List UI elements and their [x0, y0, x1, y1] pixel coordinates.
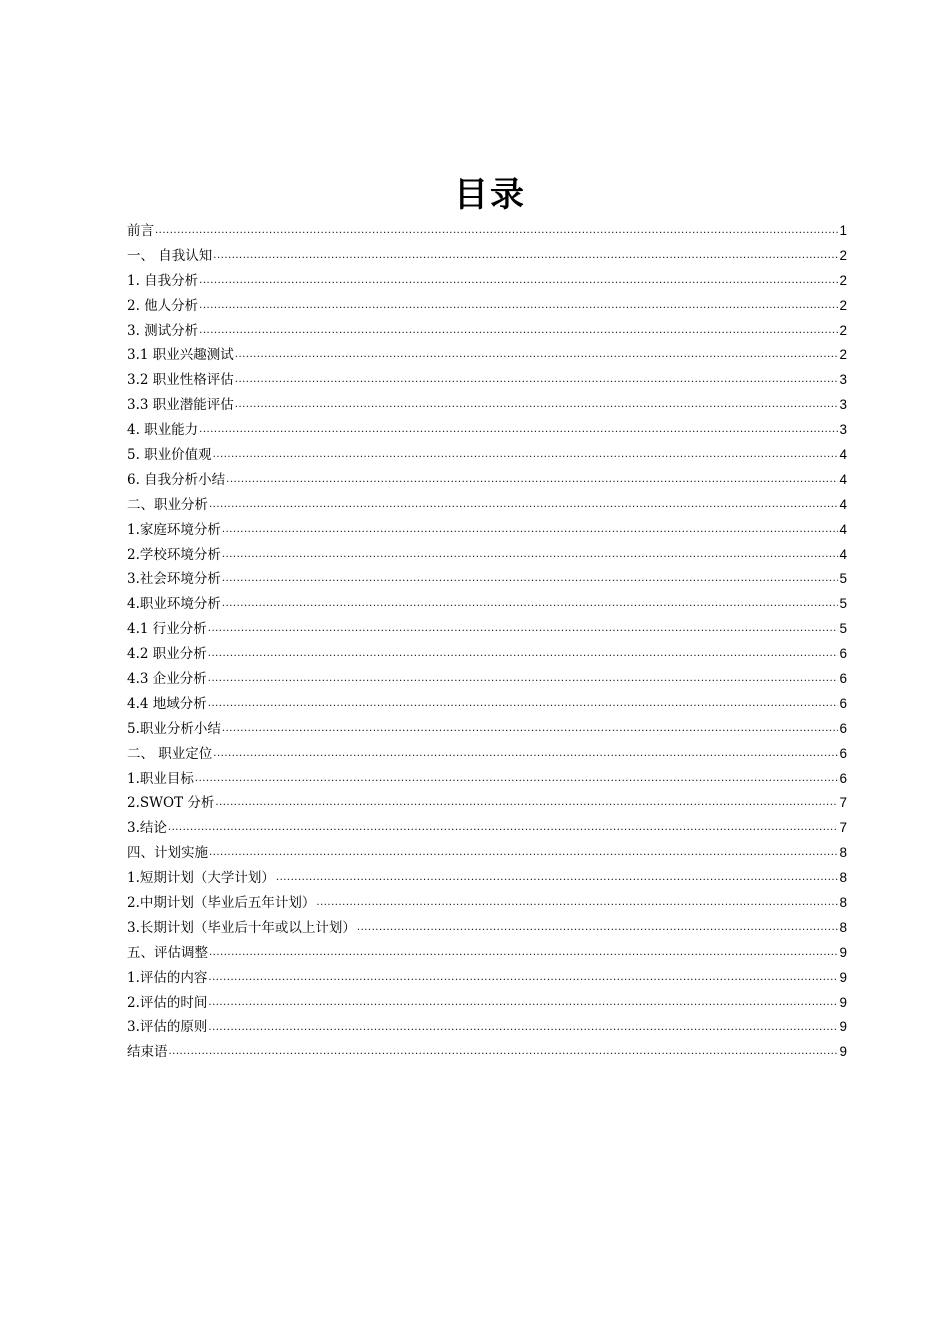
- toc-entry-page-number: 4: [839, 546, 847, 562]
- toc-dot-leader: [208, 667, 839, 692]
- toc-entry-label: 3.3 职业潜能评估: [127, 397, 234, 414]
- toc-entry[interactable]: [127, 294, 847, 319]
- toc-entry-label: 4.1 行业分析: [127, 621, 207, 638]
- toc-entry-label: 3.1 职业兴趣测试: [127, 347, 234, 364]
- toc-dot-leader: [215, 791, 838, 816]
- toc-dot-leader: [222, 592, 839, 617]
- toc-entry[interactable]: [127, 816, 847, 841]
- toc-entry-label: 4.职业环境分析: [127, 596, 221, 613]
- toc-entry[interactable]: [127, 319, 847, 344]
- toc-entry-page-number: 9: [839, 1044, 847, 1060]
- toc-entry-page-number: 2: [839, 297, 847, 313]
- toc-entry-label: 3.社会环境分析: [127, 571, 221, 588]
- toc-entry[interactable]: [127, 518, 847, 543]
- toc-entry-label: 一、 自我认知: [127, 247, 213, 264]
- toc-entry-page-number: 6: [839, 695, 847, 711]
- toc-entry[interactable]: [127, 393, 847, 418]
- toc-entry-page-number: 8: [839, 870, 847, 886]
- toc-dot-leader: [222, 567, 839, 592]
- toc-entry-page-number: 7: [839, 820, 847, 836]
- toc-entry-label: 4. 职业能力: [127, 422, 199, 439]
- toc-entry-page-number: 6: [839, 745, 847, 761]
- toc-entry[interactable]: [127, 767, 847, 792]
- toc-dot-leader: [213, 244, 838, 269]
- toc-entry[interactable]: [127, 592, 847, 617]
- toc-entry[interactable]: [127, 493, 847, 518]
- toc-dot-leader: [169, 1040, 839, 1065]
- toc-entry-label: 2.中期计划（毕业后五年计划）: [127, 895, 316, 912]
- toc-entry-page-number: 8: [839, 919, 847, 935]
- toc-entry-page-number: 3: [839, 372, 847, 388]
- toc-dot-leader: [276, 866, 839, 891]
- toc-entry-label: 1.家庭环境分析: [127, 521, 221, 538]
- toc-dot-leader: [235, 343, 839, 368]
- toc-dot-leader: [208, 991, 838, 1016]
- toc-entry[interactable]: [127, 343, 847, 368]
- toc-dot-leader: [235, 393, 839, 418]
- toc-entry-page-number: 2: [839, 322, 847, 338]
- toc-entry-page-number: 5: [839, 571, 847, 587]
- toc-entry[interactable]: [127, 219, 847, 244]
- toc-dot-leader: [209, 493, 838, 518]
- toc-entry-label: 3. 测试分析: [127, 322, 199, 339]
- toc-entry-page-number: 9: [839, 994, 847, 1010]
- toc-entry[interactable]: [127, 941, 847, 966]
- toc-entry-label: 五、评估调整: [127, 944, 208, 961]
- toc-entry-label: 3.结论: [127, 820, 167, 837]
- toc-entry[interactable]: [127, 368, 847, 393]
- toc-entry-label: 3.评估的原则: [127, 1019, 208, 1036]
- toc-dot-leader: [168, 816, 839, 841]
- toc-entry[interactable]: [127, 269, 847, 294]
- toc-entry-page-number: 6: [839, 646, 847, 662]
- toc-dot-leader: [226, 468, 838, 493]
- toc-entry-page-number: 3: [839, 422, 847, 438]
- toc-entry-label: 四、计划实施: [127, 845, 208, 862]
- toc-entry-page-number: 2: [839, 272, 847, 288]
- toc-entry-page-number: 8: [839, 845, 847, 861]
- toc-entry-page-number: 4: [839, 471, 847, 487]
- toc-entry-label: 前言: [127, 222, 154, 239]
- toc-entry-page-number: 4: [839, 447, 847, 462]
- toc-entry-label: 1.职业目标: [127, 770, 194, 787]
- toc-list: [127, 219, 847, 1065]
- toc-entry[interactable]: [127, 244, 847, 269]
- toc-dot-leader: [222, 518, 839, 543]
- toc-entry-page-number: 5: [839, 621, 847, 637]
- toc-entry[interactable]: [127, 543, 847, 568]
- toc-entry[interactable]: [127, 717, 847, 742]
- toc-entry[interactable]: [127, 443, 847, 468]
- toc-entry-page-number: 9: [839, 944, 847, 960]
- toc-dot-leader: [208, 966, 838, 991]
- toc-entry-page-number: 6: [839, 770, 847, 786]
- toc-dot-leader: [316, 891, 838, 916]
- toc-dot-leader: [235, 368, 839, 393]
- toc-dot-leader: [199, 294, 838, 319]
- toc-entry-label: 2. 他人分析: [127, 297, 199, 314]
- toc-entry[interactable]: [127, 418, 847, 443]
- toc-entry-label: 3.2 职业性格评估: [127, 372, 234, 389]
- toc-entry[interactable]: [127, 617, 847, 642]
- toc-entry[interactable]: [127, 991, 847, 1016]
- toc-entry-label: 1.短期计划（大学计划）: [127, 870, 275, 887]
- toc-entry[interactable]: [127, 468, 847, 493]
- toc-entry[interactable]: [127, 667, 847, 692]
- toc-entry-page-number: 9: [839, 969, 847, 985]
- toc-entry-label: 5.职业分析小结: [127, 720, 221, 737]
- toc-entry-label: 5. 职业价值观: [127, 447, 212, 463]
- toc-entry-label: 2.SWOT 分析: [127, 795, 215, 812]
- toc-dot-leader: [199, 418, 838, 443]
- toc-dot-leader: [208, 642, 839, 667]
- toc-entry[interactable]: [127, 916, 847, 941]
- toc-entry[interactable]: [127, 742, 847, 767]
- toc-entry-page-number: 4: [839, 521, 847, 537]
- toc-dot-leader: [208, 1016, 838, 1041]
- toc-dot-leader: [208, 617, 839, 642]
- toc-entry-label: 3.长期计划（毕业后十年或以上计划）: [127, 919, 356, 936]
- toc-entry-page-number: 2: [839, 247, 847, 263]
- toc-entry-label: 二、职业分析: [127, 496, 208, 513]
- toc-entry-label: 2.评估的时间: [127, 994, 208, 1011]
- toc-entry-page-number: 6: [839, 671, 847, 687]
- toc-entry-page-number: 8: [839, 895, 847, 911]
- toc-entry-label: 1.评估的内容: [127, 969, 208, 986]
- toc-dot-leader: [199, 269, 838, 294]
- toc-entry-label: 4.3 企业分析: [127, 671, 207, 688]
- toc-title: 目录: [454, 175, 526, 215]
- toc-entry[interactable]: [127, 891, 847, 916]
- toc-entry[interactable]: [127, 841, 847, 866]
- toc-dot-leader: [209, 941, 838, 966]
- toc-entry-label: 2.学校环境分析: [127, 546, 221, 563]
- toc-dot-leader: [209, 841, 838, 866]
- toc-dot-leader: [213, 742, 838, 767]
- toc-entry[interactable]: [127, 692, 847, 717]
- toc-entry-label: 结束语: [127, 1044, 168, 1061]
- toc-entry-page-number: 3: [839, 397, 847, 413]
- toc-entry-page-number: 5: [839, 596, 847, 612]
- toc-entry-page-number: 4: [839, 496, 847, 512]
- toc-dot-leader: [208, 692, 839, 717]
- toc-dot-leader: [199, 319, 838, 344]
- toc-dot-leader: [357, 916, 839, 941]
- toc-entry-label: 1. 自我分析: [127, 272, 199, 289]
- toc-entry[interactable]: [127, 1016, 847, 1041]
- toc-entry[interactable]: [127, 791, 847, 816]
- toc-entry-page-number: 7: [839, 795, 847, 811]
- toc-entry[interactable]: [127, 1040, 847, 1065]
- toc-dot-leader: [195, 767, 839, 792]
- toc-entry-label: 6. 自我分析小结: [127, 471, 226, 488]
- toc-entry[interactable]: [127, 642, 847, 667]
- toc-entry-page-number: 2: [839, 347, 847, 363]
- toc-entry-page-number: 9: [839, 1019, 847, 1035]
- toc-entry-label: 二、 职业定位: [127, 745, 213, 762]
- toc-entry-label: 4.4 地域分析: [127, 695, 207, 712]
- toc-entry-page-number: 6: [839, 720, 847, 736]
- toc-dot-leader: [222, 543, 839, 568]
- toc-dot-leader: [155, 219, 838, 244]
- toc-entry[interactable]: [127, 966, 847, 991]
- toc-entry[interactable]: [127, 866, 847, 891]
- toc-entry[interactable]: [127, 567, 847, 592]
- toc-entry-label: 4.2 职业分析: [127, 646, 207, 663]
- toc-entry-page-number: 1: [839, 222, 847, 238]
- toc-dot-leader: [222, 717, 839, 742]
- toc-dot-leader: [213, 443, 839, 468]
